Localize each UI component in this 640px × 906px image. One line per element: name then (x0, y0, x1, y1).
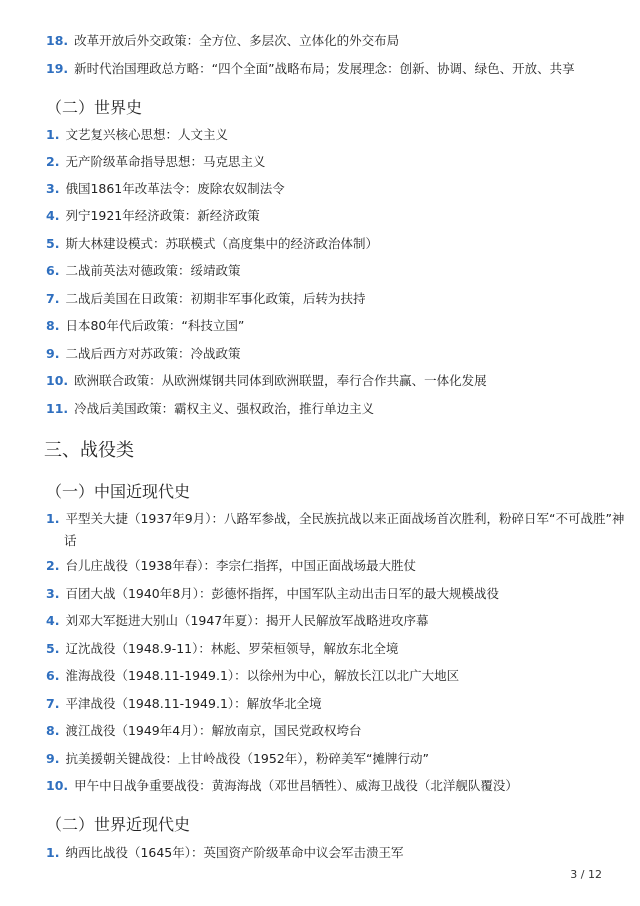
list-item: 9. 二战后西方对苏政策：冷战政策 (46, 346, 241, 361)
list-item: 4. 刘邓大军挺进大别山（1947年夏）：揭开人民解放军战略进攻序幕 (46, 613, 429, 628)
list-item: 10. 欧洲联合政策：从欧洲煤钢共同体到欧洲联盟，奉行合作共赢、一体化发展 (46, 373, 487, 388)
list-item: 4. 列宁1921年经济政策：新经济政策 (46, 208, 260, 223)
list-item: 1. 文艺复兴核心思想：人文主义 (46, 127, 228, 142)
list-item: 9. 抗美援朝关键战役：上甘岭战役（1952年），粉碎美军“摊牌行动” (46, 751, 429, 766)
section-heading-world-modern: （二）世界近现代史 (46, 815, 191, 834)
list-item: 6. 淮海战役（1948.11-1949.1）：以徐州为中心，解放长江以北广大地区 (46, 668, 460, 683)
list-item: 19. 新时代治国理政总方略：“四个全面”战略布局；发展理念：创新、协调、绿色、开放、共享 (46, 61, 575, 76)
list-item: 7. 二战后美国在日政策：初期非军事化政策，后转为扶持 (46, 291, 366, 306)
list-item: 3. 俄国1861年改革法令：废除农奴制法令 (46, 181, 285, 196)
section-heading-world-history: （二）世界史 (46, 98, 143, 117)
list-item: 1. 纳西比战役（1645年）：英国资产阶级革命中议会军击溃王军 (46, 845, 404, 860)
list-item: 5. 斯大林建设模式：苏联模式（高度集中的经济政治体制） (46, 236, 378, 251)
list-item: 7. 平津战役（1948.11-1949.1）：解放华北全境 (46, 696, 322, 711)
list-item: 2. 无产阶级革命指导思想：马克思主义 (46, 154, 266, 169)
list-item: 18. 改革开放后外交政策：全方位、多层次、立体化的外交布局 (46, 33, 400, 48)
list-item: 2. 台儿庄战役（1938年春）：李宗仁指挥，中国正面战场最大胜仗 (46, 558, 417, 573)
list-item: 5. 辽沈战役（1948.9-11）：林彪、罗荣桓领导，解放东北全境 (46, 641, 399, 656)
list-item: 8. 日本80年代后政策：“科技立国” (46, 318, 245, 333)
list-item: 1. 平型关大捷（1937年9月）：八路军参战，全民族抗战以来正面战场首次胜利，粉碎日军“不可战胜”神话 (46, 511, 625, 548)
section-heading-battles: 三、战役类 (44, 440, 134, 461)
list-item: 11. 冷战后美国政策：霸权主义、强权政治，推行单边主义 (46, 401, 375, 416)
list-item: 3. 百团大战（1940年8月）：彭德怀指挥，中国军队主动出击日军的最大规模战役 (46, 586, 499, 601)
list-item: 10. 甲午中日战争重要战役：黄海海战（邓世昌牺牲）、威海卫战役（北洋舰队覆没） (46, 778, 518, 793)
section-heading-china-modern: （一）中国近现代史 (46, 482, 191, 501)
list-item: 6. 二战前英法对德政策：绥靖政策 (46, 263, 241, 278)
list-item: 8. 渡江战役（1949年4月）：解放南京，国民党政权垮台 (46, 723, 362, 738)
page-number: 3 / 12 (570, 868, 602, 881)
